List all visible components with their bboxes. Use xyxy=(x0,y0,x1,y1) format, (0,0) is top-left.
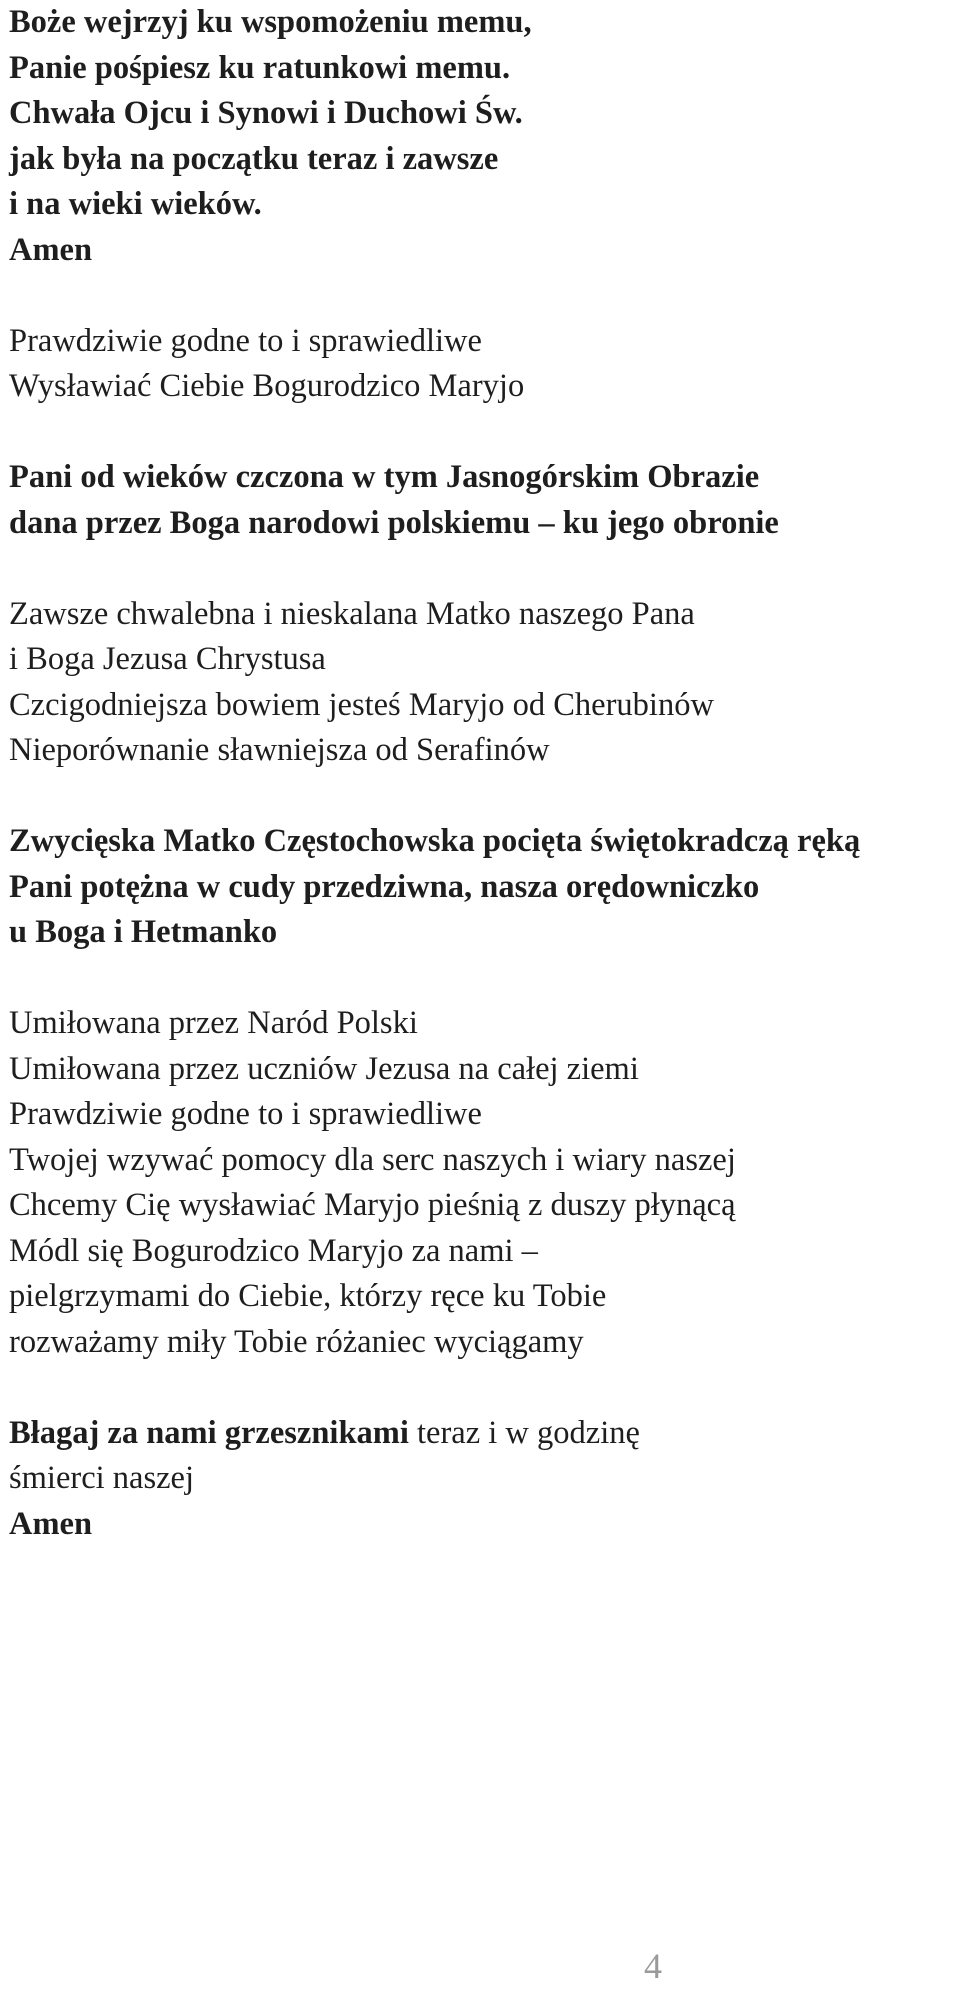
text-line: Pani od wieków czczona w tym Jasnogórskim Obrazie xyxy=(9,459,760,495)
prayer-text xyxy=(9,0,954,1547)
stanza-gap xyxy=(9,956,954,1002)
text-line: Módl się Bogurodzico Maryjo za nami – xyxy=(9,1232,538,1269)
closing-regular-text: teraz i w godzinę xyxy=(408,1414,640,1451)
text-line: Panie pośpiesz ku ratunkowi memu. xyxy=(9,49,511,86)
text-line: Pani potężna w cudy przedziwna, nasza orędowniczko xyxy=(9,868,760,905)
text-line: Chwała Ojcu i Synowi i Duchowi Św. xyxy=(9,95,523,131)
text-line: Amen xyxy=(9,231,93,268)
text-line: Zwycięska Matko Częstochowska pocięta świętokradczą ręką xyxy=(9,823,861,859)
closing-bold-text: Błagaj za nami grzesznikami xyxy=(9,1414,409,1451)
text-line: Prawdziwie godne to i sprawiedliwe xyxy=(9,1096,482,1132)
text-line: Chcemy Cię wysławiać Maryjo pieśnią z duszy płynącą xyxy=(9,1187,736,1223)
text-line: rozważamy miły Tobie różaniec wyciągamy xyxy=(9,1323,584,1360)
text-line: Nieporównanie sławniejsza od Serafinów xyxy=(9,732,550,768)
text-line: Twojej wzywać pomocy dla serc naszych i wiary naszej xyxy=(9,1141,736,1178)
stanza-gap xyxy=(9,273,954,319)
stanza-6 xyxy=(9,1001,954,1365)
page-number: 4 xyxy=(644,1946,662,1986)
text-line: Umiłowana przez uczniów Jezusa na całej ziemi xyxy=(9,1050,639,1087)
text-line: i na wieki wieków. xyxy=(9,186,262,222)
stanza-gap xyxy=(9,410,954,456)
text-line: pielgrzymami do Ciebie, którzy ręce ku Tobie xyxy=(9,1278,607,1314)
text-line: Prawdziwie godne to i sprawiedliwe xyxy=(9,322,482,359)
text-line: Zawsze chwalebna i nieskalana Matko naszego Pana xyxy=(9,595,695,632)
text-line: dana przez Boga narodowi polskiemu – ku jego obronie xyxy=(9,504,779,541)
text-line: Umiłowana przez Naród Polski xyxy=(9,1005,418,1041)
closing-line-1 xyxy=(9,1411,954,1457)
stanza-2 xyxy=(9,319,954,410)
closing-line-2: śmierci naszej xyxy=(9,1460,194,1496)
text-line: Czcigodniejsza bowiem jesteś Maryjo od Cherubinów xyxy=(9,686,714,723)
text-line: Wysławiać Ciebie Bogurodzico Maryjo xyxy=(9,368,525,404)
text-line: i Boga Jezusa Chrystusa xyxy=(9,641,326,677)
text-line: u Boga i Hetmanko xyxy=(9,914,278,950)
stanza-1 xyxy=(9,0,954,273)
closing-stanza xyxy=(9,1411,954,1548)
stanza-gap xyxy=(9,774,954,820)
closing-amen: Amen xyxy=(9,1505,93,1542)
stanza-5 xyxy=(9,819,954,956)
stanza-gap xyxy=(9,546,954,592)
stanza-gap xyxy=(9,1365,954,1411)
stanza-4 xyxy=(9,592,954,774)
text-line: Boże wejrzyj ku wspomożeniu memu, xyxy=(9,4,532,40)
text-line: jak była na początku teraz i zawsze xyxy=(9,140,499,177)
stanza-3 xyxy=(9,455,954,546)
